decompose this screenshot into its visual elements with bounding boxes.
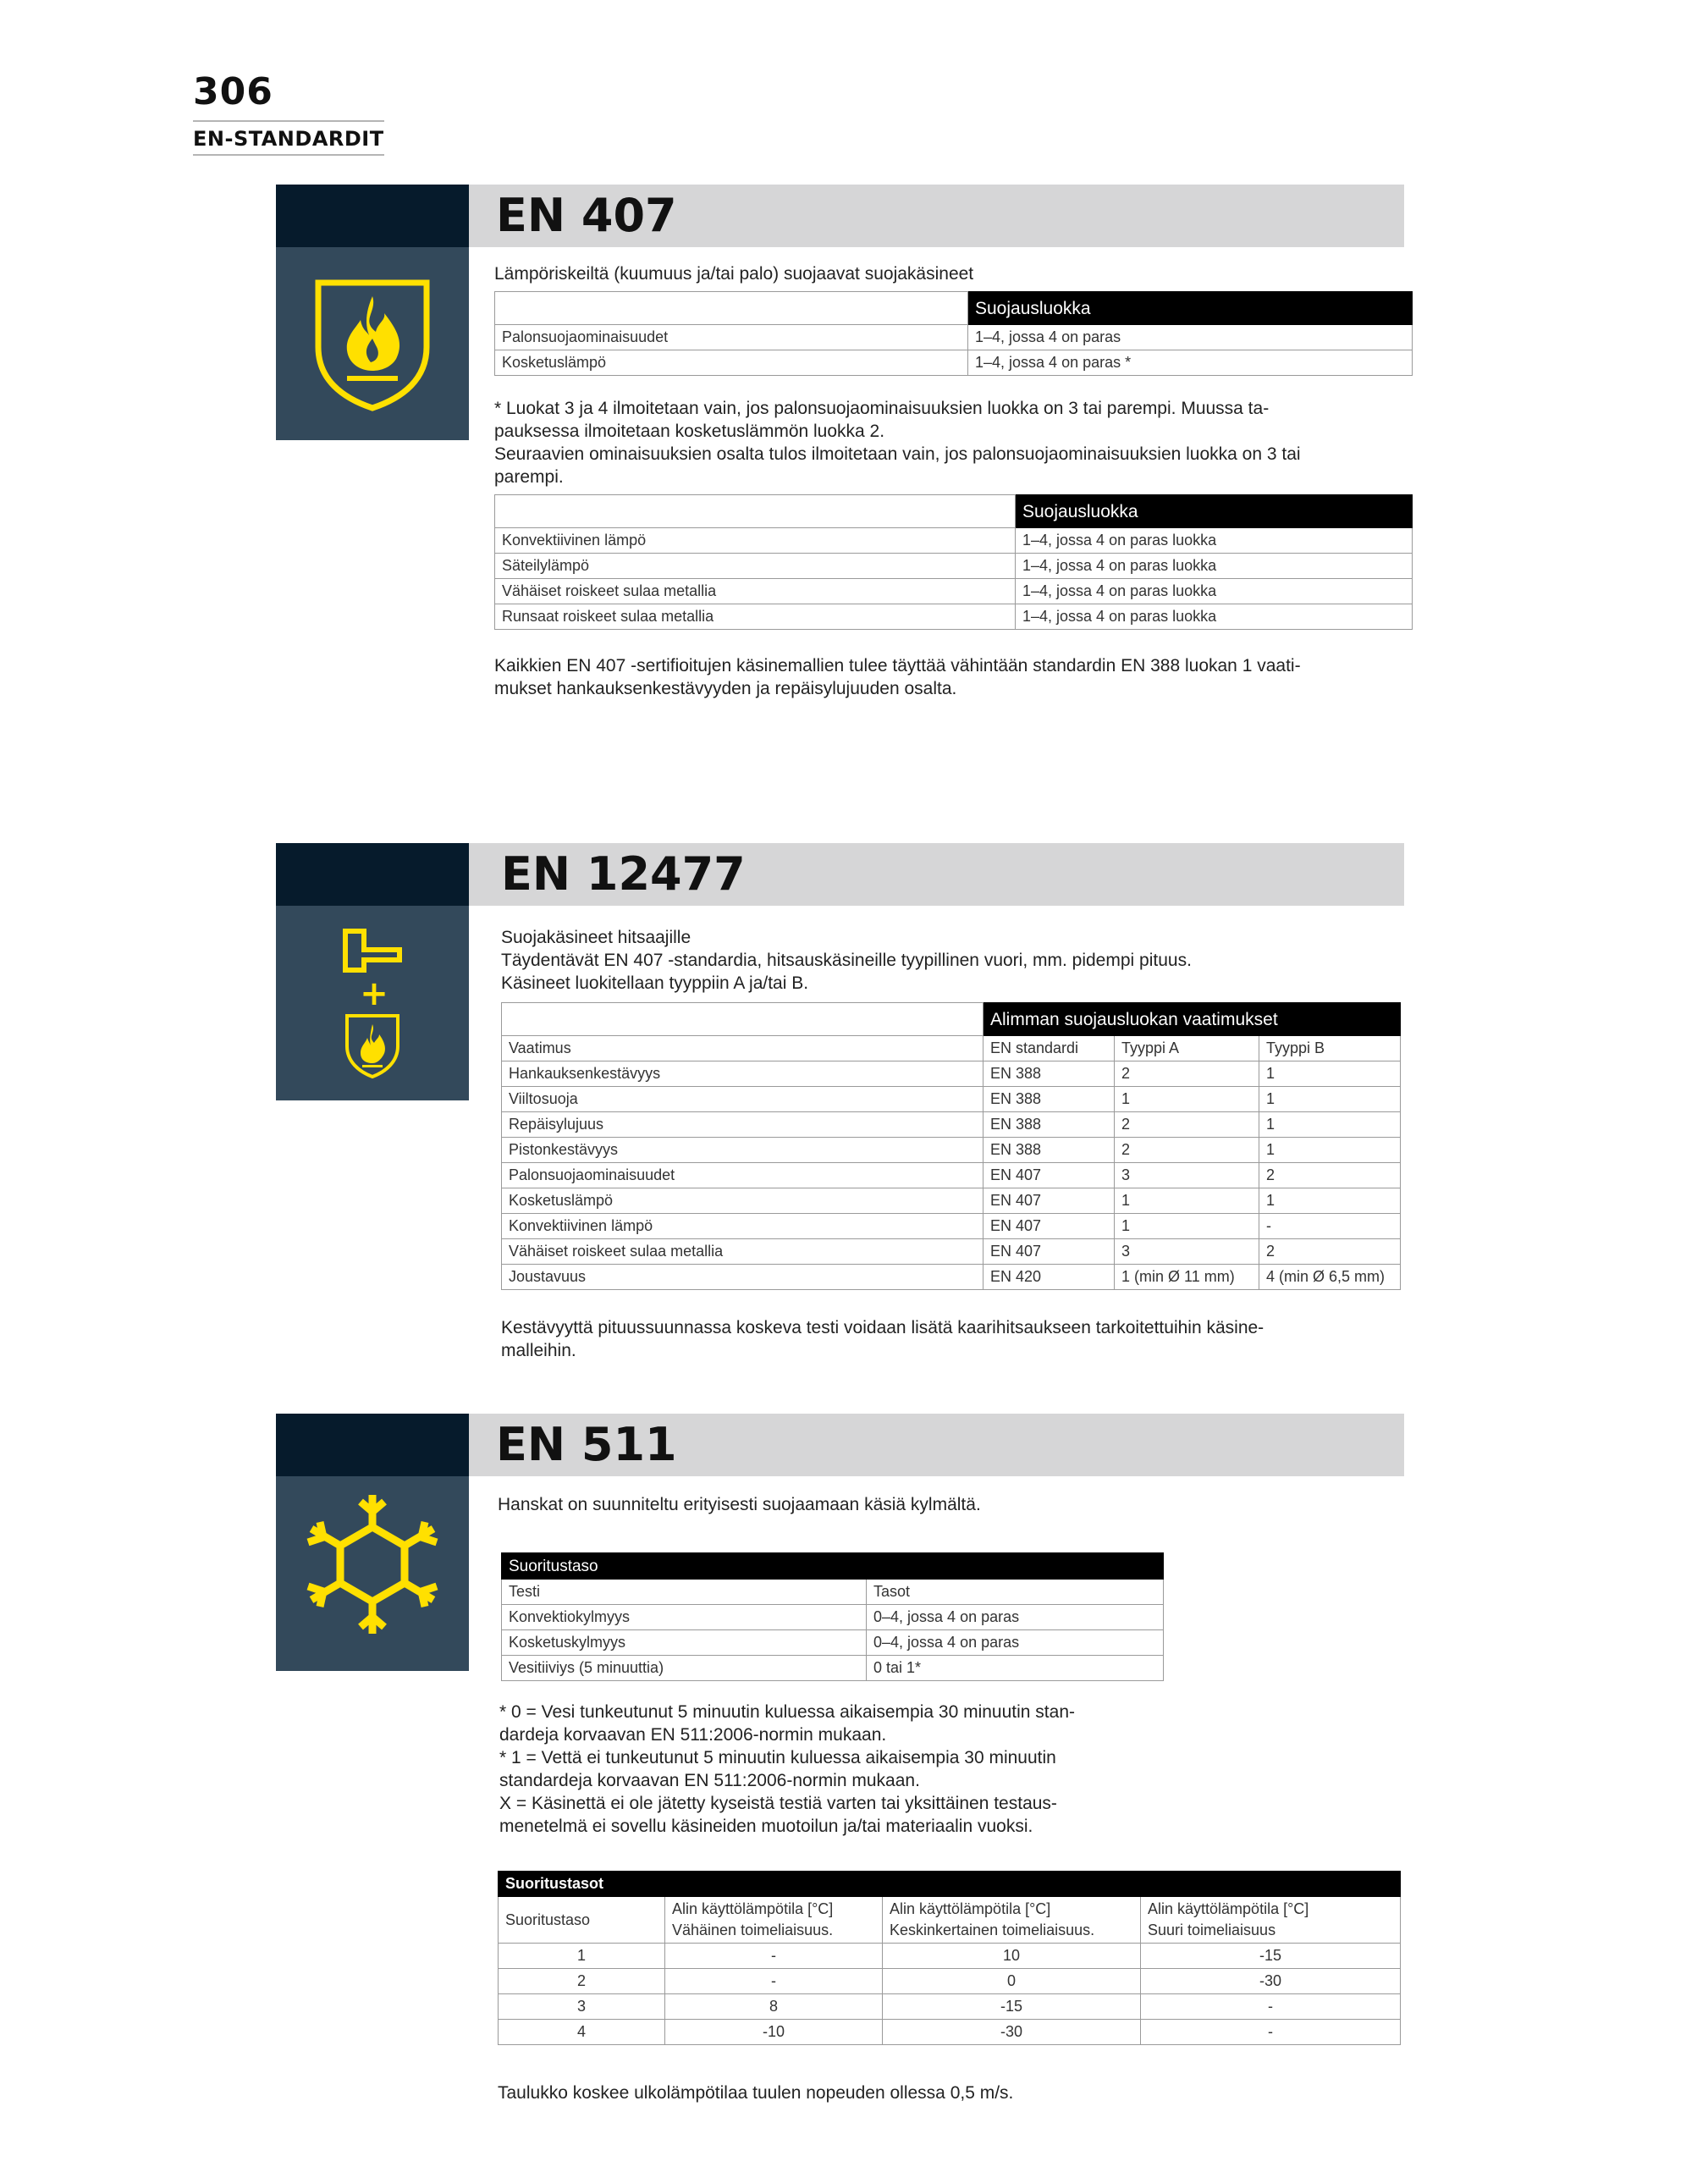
table-row: Konvektiivinen lämpö EN 407 1 -	[502, 1214, 1401, 1239]
table-row: Säteilylämpö 1–4, jossa 4 on paras luokka	[495, 554, 1413, 579]
table-row: 3 8 -15 -	[499, 1994, 1401, 2020]
en511-notes: * 0 = Vesi tunkeutunut 5 minuutin kuluessa aikaisempia 30 minuutin stan- dardeja korvaavan EN 511:2006-normin mukaan. * 1 = Vettä ei tunkeutunut 5 minuutin kuluessa aikaisempia 30 minuutin standardeja korvaavan EN 511:2006-normin mukaan. X = Käsinettä ei ole jätetty kyseistä testiä varten tai yksittäinen testaus- menetelmä ei sovellu käsineiden muotoilun ja/tai materiaalin vuoksi.	[499, 1702, 1075, 1836]
en407-table1	[494, 291, 1413, 376]
flame-shield-icon	[276, 247, 469, 440]
table-row: Hankauksenkestävyys EN 388 2 1	[502, 1061, 1401, 1087]
table-row: 2 - 0 -30	[499, 1969, 1401, 1994]
en511-table1	[501, 1552, 1164, 1681]
snowflake-icon	[276, 1476, 469, 1671]
table-row: Vähäiset roiskeet sulaa metallia 1–4, jossa 4 on paras luokka	[495, 579, 1413, 604]
table-row: Palonsuojaominaisuudet EN 407 3 2	[502, 1163, 1401, 1188]
table-row: Pistonkestävyys EN 388 2 1	[502, 1138, 1401, 1163]
en12477-title: EN 12477	[501, 847, 746, 901]
table-row: Konvektiivinen lämpö 1–4, jossa 4 on paras luokka	[495, 528, 1413, 554]
en511-icon-panel	[276, 1476, 469, 1671]
table-row: 1 - 10 -15	[499, 1944, 1401, 1969]
plus-icon: +	[360, 974, 388, 1013]
en407-title: EN 407	[496, 189, 677, 242]
en407-title-bar	[469, 185, 1404, 247]
flame-shield-icon	[344, 1012, 401, 1080]
page-number: 306	[193, 70, 273, 113]
en12477-footer: Kestävyyttä pituussuunnassa koskeva testi voidaan lisätä kaarihitsaukseen tarkoitettuihin käsine- malleihin.	[501, 1318, 1264, 1360]
table-header-row: Suoritustaso Alin käyttölämpötila [°C] Vähäinen toimeliaisuus. Alin käyttölämpötila [°C] Keskinkertainen toimeliaisuus. Alin käyttölämpötila [°C] Suuri toimeliaisuus	[499, 1897, 1401, 1944]
en407-table1-header: Suojausluokka	[968, 292, 1413, 325]
table-row: Palonsuojaominaisuudet 1–4, jossa 4 on paras	[495, 325, 1413, 350]
welding-torch-icon	[340, 928, 405, 975]
en407-icon-panel	[276, 247, 469, 440]
table-row: Kosketuslämpö 1–4, jossa 4 on paras *	[495, 350, 1413, 376]
en511-title-bar	[469, 1414, 1404, 1476]
en511-icon-header	[276, 1414, 469, 1476]
en511-footer: Taulukko koskee ulkolämpötilaa tuulen nopeuden ollessa 0,5 m/s.	[498, 2083, 1014, 2103]
en511-intro: Hanskat on suunniteltu erityisesti suojaamaan käsiä kylmältä.	[498, 1495, 981, 1514]
table-header-row: Vaatimus EN standardi Tyyppi A Tyyppi B	[502, 1036, 1401, 1061]
en12477-title-bar	[469, 843, 1404, 906]
table-row: Joustavuus EN 420 1 (min Ø 11 mm) 4 (min Ø 6,5 mm)	[502, 1265, 1401, 1290]
en12477-table	[501, 1002, 1401, 1290]
table-row: Vähäiset roiskeet sulaa metallia EN 407 3 2	[502, 1239, 1401, 1265]
table-row: Runsaat roiskeet sulaa metallia 1–4, jossa 4 on paras luokka	[495, 604, 1413, 630]
section-title: EN-STANDARDIT	[193, 120, 384, 156]
en407-footer: Kaikkien EN 407 -sertifioitujen käsinemallien tulee täyttää vähintään standardin EN 388 luokan 1 vaati- mukset hankauksenkestävyyden ja repäisylujuuden osalta.	[494, 656, 1301, 698]
en407-icon-header	[276, 185, 469, 247]
table-row: Konvektiokylmyys 0–4, jossa 4 on paras	[502, 1605, 1164, 1630]
table-row: Kosketuslämpö EN 407 1 1	[502, 1188, 1401, 1214]
en407-table2-header: Suojausluokka	[1016, 495, 1413, 528]
en511-table2	[498, 1871, 1401, 2045]
en12477-icon-header	[276, 843, 469, 906]
en511-title: EN 511	[496, 1418, 677, 1471]
en407-subtitle: Lämpöriskeiltä (kuumuus ja/tai palo) suojaavat suojakäsineet	[494, 264, 974, 284]
table-row: 4 -10 -30 -	[499, 2020, 1401, 2045]
table-header-row: Testi Tasot	[502, 1580, 1164, 1605]
en407-table2	[494, 494, 1413, 630]
en407-notes: * Luokat 3 ja 4 ilmoitetaan vain, jos palonsuojaominaisuuksien luokka on 3 tai parempi. Muussa ta- pauksessa ilmoitetaan kosketuslämmön luokka 2. Seuraavien ominaisuuksien osalta tulos ilmoitetaan vain, jos palonsuojaominaisuuksien luokka on 3 tai parempi.	[494, 399, 1301, 487]
en511-table1-header: Suoritustaso	[502, 1553, 1164, 1580]
table-row: Viiltosuoja EN 388 1 1	[502, 1087, 1401, 1112]
en12477-icon-panel	[276, 906, 469, 1100]
table-row: Vesitiiviys (5 minuuttia) 0 tai 1*	[502, 1656, 1164, 1681]
en12477-intro: Suojakäsineet hitsaajille Täydentävät EN 407 -standardia, hitsauskäsineille tyypillinen vuori, mm. pidempi pituus. Käsineet luokitellaan tyyppiin A ja/tai B.	[501, 928, 1192, 993]
en511-table2-header: Suoritustasot	[499, 1872, 1401, 1897]
table-row: Repäisylujuus EN 388 2 1	[502, 1112, 1401, 1138]
table-row: Kosketuskylmyys 0–4, jossa 4 on paras	[502, 1630, 1164, 1656]
en12477-table-header: Alimman suojausluokan vaatimukset	[983, 1003, 1401, 1036]
